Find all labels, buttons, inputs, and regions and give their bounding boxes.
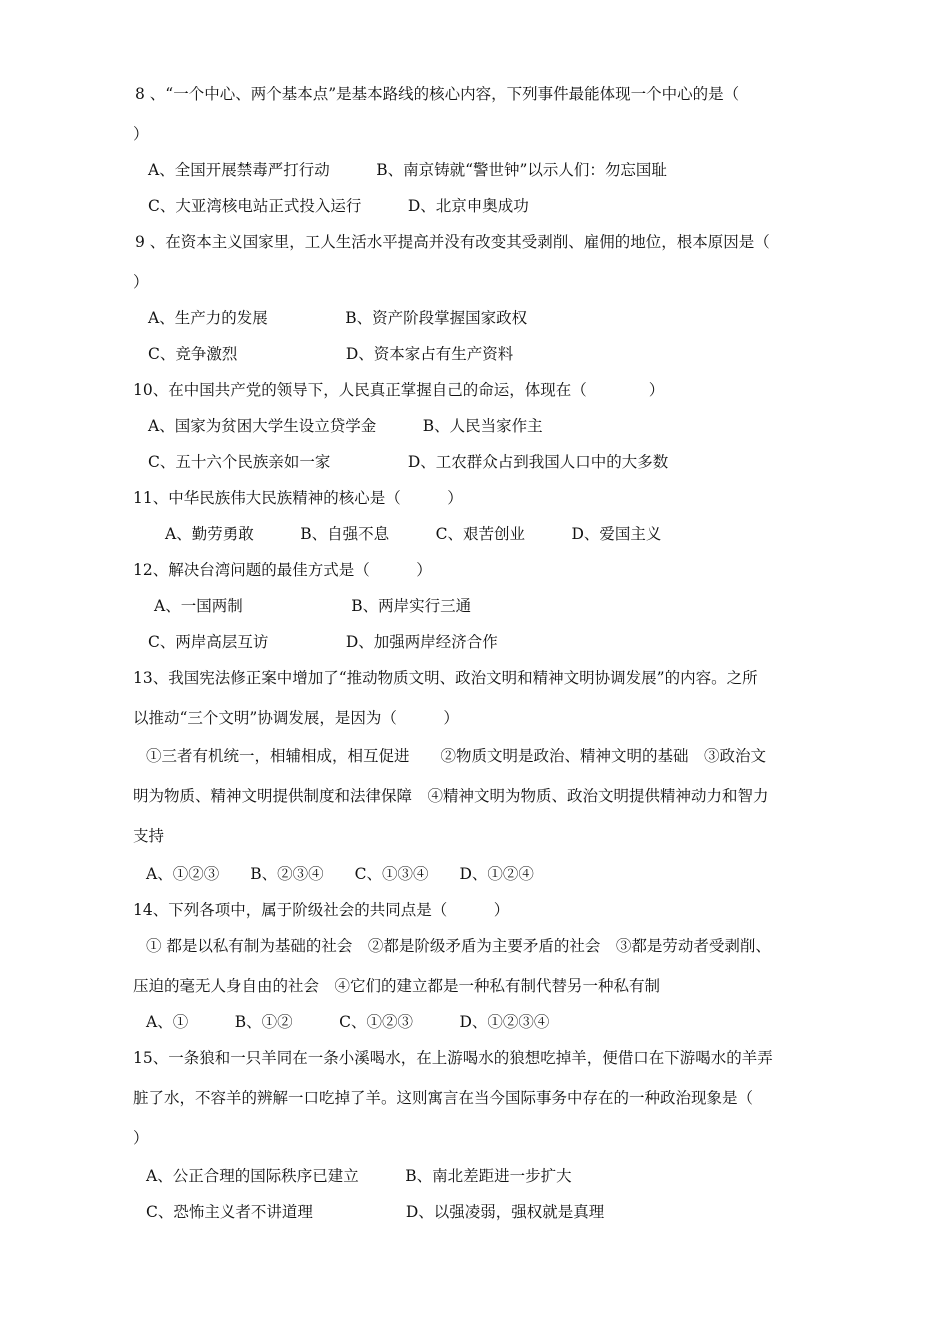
question-stem: 脏了水，不容羊的辨解一口吃掉了羊。这则寓言在当今国际事务中存在的一种政治现象是（ — [133, 1089, 754, 1107]
answer-options: A、勤劳勇敢 B、自强不息 C、艰苦创业 D、爱国主义 — [165, 525, 662, 543]
question-stem: 9 、在资本主义国家里，工人生活水平提高并没有改变其受剥削、雇佣的地位，根本原因是（ — [135, 233, 770, 251]
question-stem: 10、在中国共产党的领导下，人民真正掌握自己的命运，体现在（ ） — [133, 381, 665, 399]
answer-options: C、两岸高层互访 D、加强两岸经济合作 — [148, 633, 498, 651]
question-statements: ①三者有机统一，相辅相成，相互促进 ②物质文明是政治、精神文明的基础 ③政治文 — [146, 747, 767, 765]
question-stem: ） — [133, 125, 149, 143]
question-stem: 8 、“一个中心、两个基本点”是基本路线的核心内容，下列事件最能体现一个中心的是（ — [135, 85, 740, 103]
question-stem: ） — [133, 1129, 149, 1147]
question-stem: 以推动“三个文明”协调发展，是因为（ ） — [133, 709, 459, 727]
question-stem: 15、一条狼和一只羊同在一条小溪喝水，在上游喝水的狼想吃掉羊，便借口在下游喝水的羊弄 — [133, 1049, 773, 1067]
question-statements: 压迫的毫无人身自由的社会 ④它们的建立都是一种私有制代替另一种私有制 — [133, 977, 661, 995]
question-stem: 13、我国宪法修正案中增加了“推动物质文明、政治文明和精神文明协调发展”的内容。之所 — [133, 669, 758, 687]
answer-options: A、全国开展禁毒严打行动 B、南京铸就“警世钟”以示人们：勿忘国耻 — [148, 161, 667, 179]
answer-options: C、恐怖主义者不讲道理 D、以强凌弱，强权就是真理 — [146, 1203, 605, 1221]
answer-options: C、大亚湾核电站正式投入运行 D、北京申奥成功 — [148, 197, 529, 215]
question-statements: 支持 — [133, 827, 165, 845]
question-stem: 12、解决台湾问题的最佳方式是（ ） — [133, 561, 432, 579]
answer-options: C、五十六个民族亲如一家 D、工农群众占到我国人口中的大多数 — [148, 453, 669, 471]
answer-options: A、① B、①② C、①②③ D、①②③④ — [146, 1013, 550, 1031]
answer-options: C、竞争激烈 D、资本家占有生产资料 — [148, 345, 514, 363]
question-stem: 14、下列各项中，属于阶级社会的共同点是（ ） — [133, 901, 510, 919]
answer-options: A、国家为贫困大学生设立贷学金 B、人民当家作主 — [148, 417, 543, 435]
question-stem: ） — [133, 273, 149, 291]
answer-options: A、公正合理的国际秩序已建立 B、南北差距进一步扩大 — [146, 1167, 572, 1185]
answer-options: A、①②③ B、②③④ C、①③④ D、①②④ — [146, 865, 534, 883]
question-stem: 11、中华民族伟大民族精神的核心是（ ） — [133, 489, 463, 507]
question-statements: 明为物质、精神文明提供制度和法律保障 ④精神文明为物质、政治文明提供精神动力和智力 — [133, 787, 769, 805]
answer-options: A、生产力的发展 B、资产阶段掌握国家政权 — [148, 309, 528, 327]
answer-options: A、一国两制 B、两岸实行三通 — [154, 597, 472, 615]
question-statements: ① 都是以私有制为基础的社会 ②都是阶级矛盾为主要矛盾的社会 ③都是劳动者受剥削、 — [146, 937, 771, 955]
